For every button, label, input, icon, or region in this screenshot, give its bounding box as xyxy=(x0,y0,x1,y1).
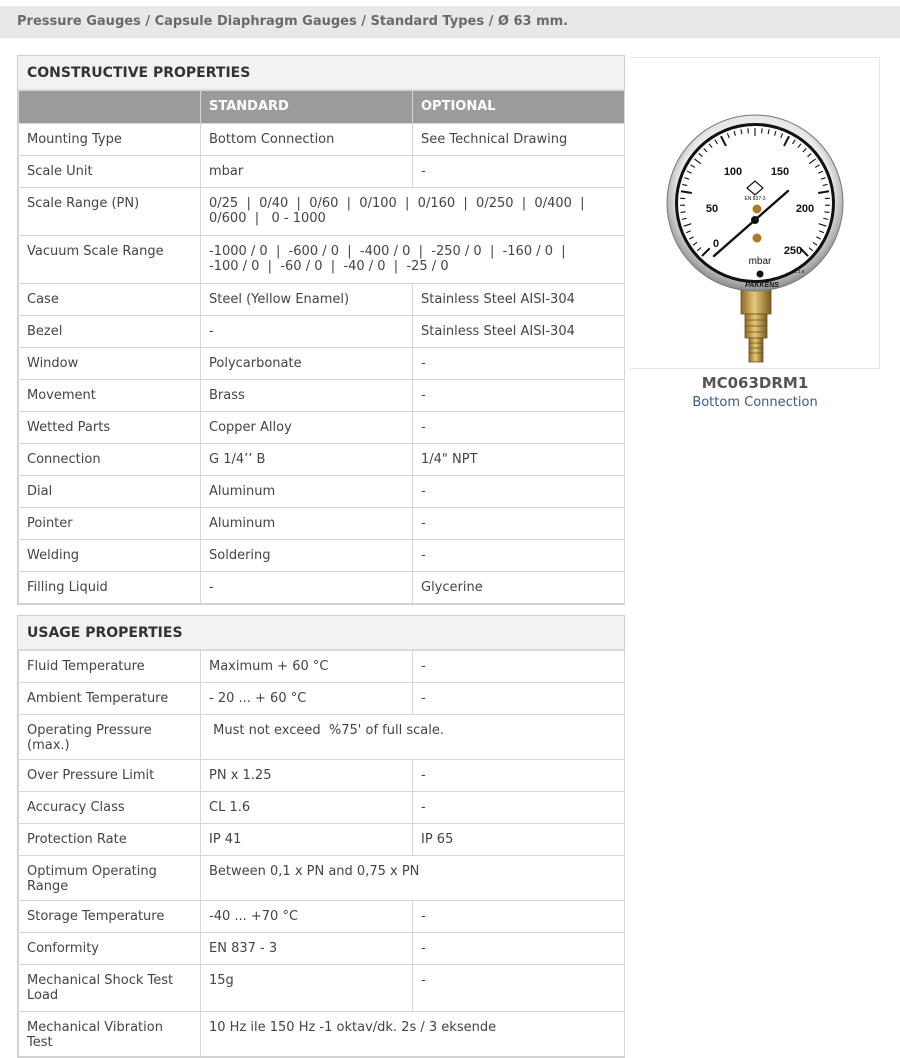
standard-value: Soldering xyxy=(201,540,413,572)
standard-value: EN 837 - 3 xyxy=(201,933,413,965)
optional-value: IP 65 xyxy=(413,824,625,856)
table-row xyxy=(19,824,625,856)
property-label: Pointer xyxy=(19,508,201,540)
optional-value: - xyxy=(413,508,625,540)
standard-value: - xyxy=(201,572,413,604)
optional-value: Stainless Steel AISI-304 xyxy=(413,284,625,316)
product-image-panel[interactable] xyxy=(630,57,880,369)
scale-tick xyxy=(824,212,829,213)
product-code[interactable]: MC063DRM1 xyxy=(630,374,880,392)
property-label: Mechanical Vibration Test xyxy=(19,1012,201,1057)
table-row xyxy=(19,508,625,540)
screw-icon xyxy=(753,234,762,243)
table-row xyxy=(19,1012,625,1057)
property-label: Protection Rate xyxy=(19,824,201,856)
standard-value: 0/25 | 0/40 | 0/60 | 0/100 | 0/160 | 0/250 | 0/400 | 0/600 | 0 - 1000 xyxy=(201,188,625,236)
standard-value: mbar xyxy=(201,156,413,188)
table-row xyxy=(19,316,625,348)
standard-value: 15g xyxy=(201,965,413,1012)
table-row xyxy=(19,715,625,760)
property-label: Fluid Temperature xyxy=(19,651,201,683)
property-label: Dial xyxy=(19,476,201,508)
scale-tick xyxy=(681,212,686,213)
optional-value: - xyxy=(413,683,625,715)
property-label: Vacuum Scale Range xyxy=(19,236,201,284)
property-label: Operating Pressure (max.) xyxy=(19,715,201,760)
table-row xyxy=(19,651,625,683)
standard-value: Maximum + 60 °C xyxy=(201,651,413,683)
optional-value: Stainless Steel AISI-304 xyxy=(413,316,625,348)
property-label: Bezel xyxy=(19,316,201,348)
scale-label-200: 200 xyxy=(796,203,814,215)
property-label: Over Pressure Limit xyxy=(19,760,201,792)
table-row xyxy=(19,760,625,792)
constructive-properties-title: CONSTRUCTIVE PROPERTIES xyxy=(18,56,624,90)
table-row xyxy=(19,444,625,476)
standard-value: -1000 / 0 | -600 / 0 | -400 / 0 | -250 / 0 | -160 / 0 | -100 / 0 | -60 / 0 | -40 / 0 | -25 / 0 xyxy=(201,236,625,284)
property-label: Mechanical Shock Test Load xyxy=(19,965,201,1012)
table-row xyxy=(19,284,625,316)
optional-value: - xyxy=(413,156,625,188)
product-subtitle-link[interactable]: Bottom Connection xyxy=(630,395,880,410)
standard-value: CL 1.6 xyxy=(201,792,413,824)
standard-value: IP 41 xyxy=(201,824,413,856)
property-label: Accuracy Class xyxy=(19,792,201,824)
table-row xyxy=(19,792,625,824)
optional-value: - xyxy=(413,792,625,824)
optional-value: - xyxy=(413,540,625,572)
property-label: Wetted Parts xyxy=(19,412,201,444)
optional-value: - xyxy=(413,901,625,933)
optional-value: - xyxy=(413,760,625,792)
usage-properties-table xyxy=(18,650,625,1057)
table-row xyxy=(19,933,625,965)
table-row xyxy=(19,412,625,444)
property-label: Welding xyxy=(19,540,201,572)
standard-value: PN x 1.25 xyxy=(201,760,413,792)
header-optional: OPTIONAL xyxy=(413,91,625,124)
optional-value: - xyxy=(413,651,625,683)
property-label: Scale Unit xyxy=(19,156,201,188)
scale-label-150: 150 xyxy=(771,166,789,178)
standard-value: - xyxy=(201,316,413,348)
pointer-hub xyxy=(751,216,759,224)
table-row xyxy=(19,124,625,156)
property-label: Case xyxy=(19,284,201,316)
standard-value: Must not exceed %75' of full scale. xyxy=(201,715,625,760)
usage-properties-title: USAGE PROPERTIES xyxy=(18,616,624,650)
table-row xyxy=(19,572,625,604)
breadcrumb: Pressure Gauges / Capsule Diaphragm Gauges / Standard Types / Ø 63 mm. xyxy=(0,6,900,38)
property-label: Connection xyxy=(19,444,201,476)
constructive-properties-section xyxy=(17,55,625,605)
optional-value: - xyxy=(413,476,625,508)
table-row xyxy=(19,901,625,933)
table-row xyxy=(19,188,625,236)
brand-logo: PAKKENS xyxy=(745,282,779,289)
table-row xyxy=(19,965,625,1012)
table-row xyxy=(19,540,625,572)
pressure-gauge-image xyxy=(630,58,880,370)
property-label: Conformity xyxy=(19,933,201,965)
constructive-properties-table xyxy=(18,90,625,604)
table-row xyxy=(19,380,625,412)
standard-value: -40 ... +70 °C xyxy=(201,901,413,933)
property-label: Mounting Type xyxy=(19,124,201,156)
usage-properties-section xyxy=(17,615,625,1058)
scale-label-0: 0 xyxy=(713,238,719,250)
standard-value: - 20 ... + 60 °C xyxy=(201,683,413,715)
optional-value: - xyxy=(413,348,625,380)
accuracy-class-mark: KL 1.6 xyxy=(792,269,805,274)
property-label: Scale Range (PN) xyxy=(19,188,201,236)
standard-value: Polycarbonate xyxy=(201,348,413,380)
scale-label-100: 100 xyxy=(724,166,742,178)
optional-value: Glycerine xyxy=(413,572,625,604)
screw-icon xyxy=(753,205,762,214)
standard-value: Aluminum xyxy=(201,476,413,508)
unit-label: mbar xyxy=(749,256,772,267)
table-row xyxy=(19,476,625,508)
scale-label-50: 50 xyxy=(706,203,718,215)
optional-value: - xyxy=(413,380,625,412)
table-row xyxy=(19,683,625,715)
table-row xyxy=(19,348,625,380)
table-row xyxy=(19,156,625,188)
header-blank xyxy=(19,91,201,124)
optional-value: - xyxy=(413,933,625,965)
standard-value: Steel (Yellow Enamel) xyxy=(201,284,413,316)
table-row xyxy=(19,236,625,284)
pivot-dot-icon xyxy=(757,271,764,278)
standard-mark: EN 837-3 xyxy=(744,196,765,202)
table-row xyxy=(19,856,625,901)
optional-value: - xyxy=(413,965,625,1012)
optional-value: 1/4" NPT xyxy=(413,444,625,476)
standard-value: Aluminum xyxy=(201,508,413,540)
standard-value: Bottom Connection xyxy=(201,124,413,156)
property-label: Movement xyxy=(19,380,201,412)
property-label: Filling Liquid xyxy=(19,572,201,604)
standard-value: 10 Hz ile 150 Hz -1 oktav/dk. 2s / 3 eksende xyxy=(201,1012,625,1057)
property-label: Ambient Temperature xyxy=(19,683,201,715)
standard-value: Between 0,1 x PN and 0,75 x PN xyxy=(201,856,625,901)
standard-value: Brass xyxy=(201,380,413,412)
scale-label-250: 250 xyxy=(784,245,802,257)
optional-value: See Technical Drawing xyxy=(413,124,625,156)
optional-value: - xyxy=(413,412,625,444)
standard-value: Copper Alloy xyxy=(201,412,413,444)
property-label: Window xyxy=(19,348,201,380)
property-label: Optimum Operating Range xyxy=(19,856,201,901)
property-label: Storage Temperature xyxy=(19,901,201,933)
standard-value: G 1/4’’ B xyxy=(201,444,413,476)
header-standard: STANDARD xyxy=(201,91,413,124)
